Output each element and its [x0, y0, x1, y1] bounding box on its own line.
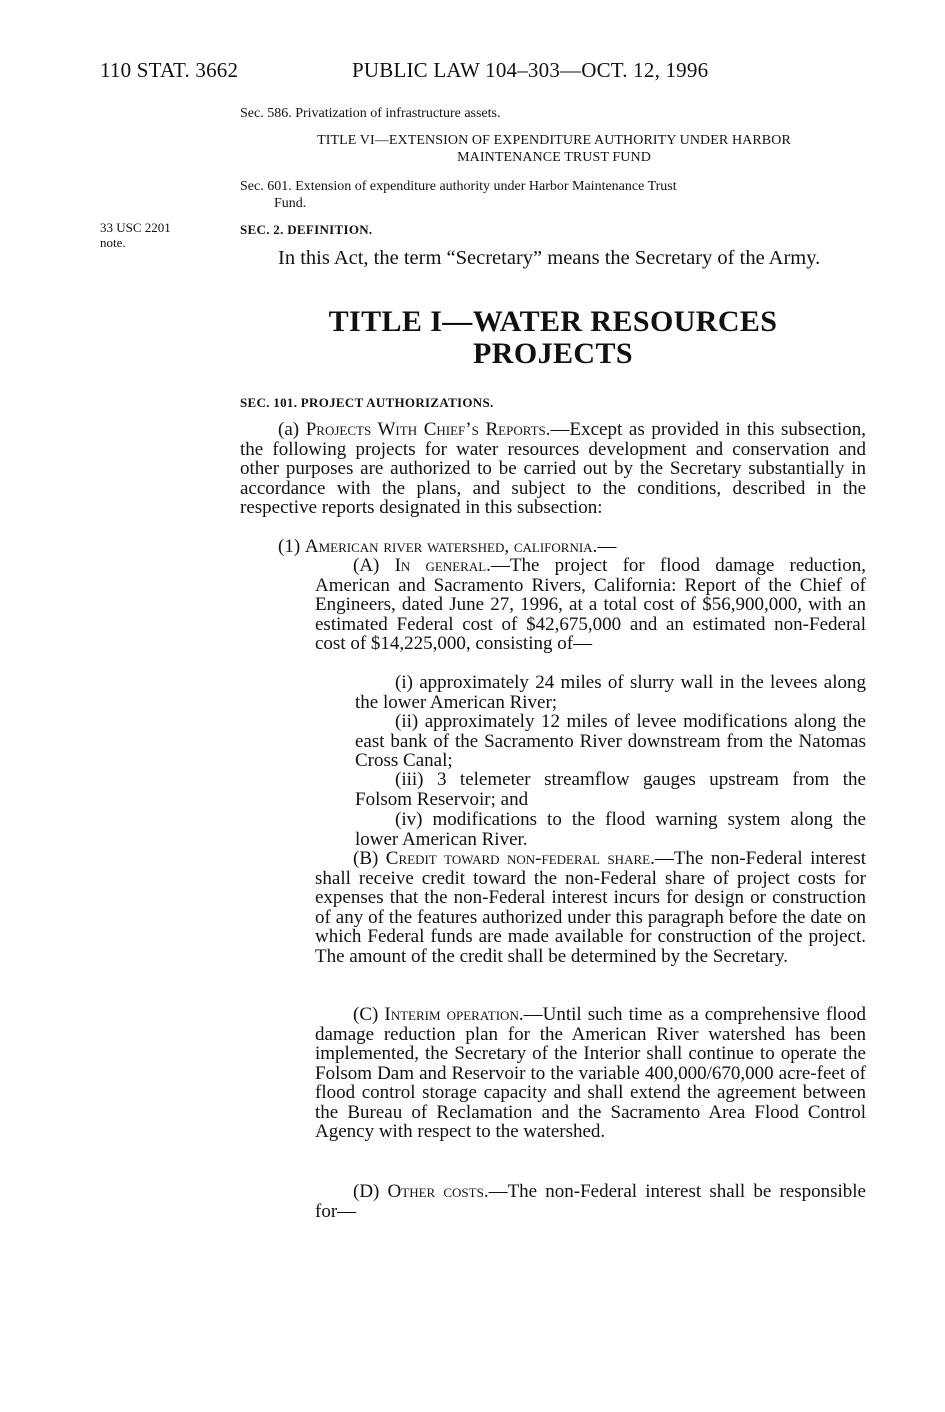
subparagraph-D	[315, 1182, 866, 1221]
subparagraph-B-label: (B)	[353, 848, 386, 869]
toc-title-vi-line1: TITLE VI—EXTENSION OF EXPENDITURE AUTHORITY UNDER HARBOR	[317, 133, 791, 148]
toc-sec601-line2: Fund.	[274, 196, 307, 211]
public-law-citation: PUBLIC LAW 104–303—OCT. 12, 1996	[352, 58, 709, 82]
subparagraph-B-text: .—The non-Federal interest shall receive credit toward the non-Federal share of project costs for expenses that the non-Federal interest incurs for design or construction of any of the features authorized under this paragraph before the date on which Federal funds are made available for construction of the project. The amount of the credit shall be determined by the Secretary.	[315, 848, 866, 967]
subparagraph-A-label: (A)	[353, 555, 395, 576]
margin-note-line1: 33 USC 2201	[100, 220, 171, 235]
subparagraph-A-caption: In general	[394, 555, 487, 576]
section-101-heading: SEC. 101. PROJECT AUTHORIZATIONS.	[240, 395, 494, 410]
clause-iii: (iii) 3 telemeter streamflow gauges upstream from the Folsom Reservoir; and	[355, 769, 866, 810]
paragraph-1	[278, 537, 866, 557]
subparagraph-A-text: .—The project for flood damage reduction, American and Sacramento Rivers, California: Report of the Chief of Engineers, dated June 27, 1996, at a total cost of $56,900,000, with an estimated Federal cost of $42,675,000 and an estimated non-Federal cost of $14,225,000, consisting of—	[315, 555, 866, 654]
subsection-a-label: (a)	[278, 419, 306, 440]
section-2-text: In this Act, the term “Secretary” means the Secretary of the Army.	[278, 247, 821, 269]
subsection-a	[240, 420, 866, 518]
section-2-heading: SEC. 2. DEFINITION.	[240, 222, 373, 237]
subparagraph-A	[315, 556, 866, 654]
subparagraph-B	[315, 849, 866, 966]
subparagraph-B-caption: Credit toward non-federal share	[385, 848, 651, 869]
subparagraph-C	[315, 1005, 866, 1142]
paragraph-1-caption: American river watershed, california	[304, 536, 593, 557]
toc-title-vi	[240, 132, 868, 166]
subparagraph-C-caption: Interim operation	[384, 1004, 519, 1025]
margin-note	[100, 220, 210, 250]
paragraph-1-text: .—	[592, 536, 617, 557]
toc-entry-sec586: Sec. 586. Privatization of infrastructure assets.	[240, 106, 501, 121]
paragraph-1-label: (1)	[278, 536, 305, 557]
subparagraph-C-label: (C)	[353, 1004, 385, 1025]
subparagraph-D-caption: Other costs	[387, 1181, 484, 1202]
subsection-a-caption: Projects With Chief’s Reports	[305, 419, 546, 440]
toc-sec601-line1: Sec. 601. Extension of expenditure authority under Harbor Maintenance Trust	[240, 179, 677, 194]
subparagraph-D-label: (D)	[353, 1181, 388, 1202]
stat-citation: 110 STAT. 3662	[100, 58, 239, 82]
title-i-line2: PROJECTS	[473, 337, 633, 370]
subsection-a-text: .—Except as provided in this subsection, the following projects for water resources development and conservation and other purposes are authorized to be carried out by the Secretary substantially in accordance with the plans, and subject to the conditions, described in the respective reports designated in this subsection:	[240, 419, 866, 518]
toc-title-vi-line2: MAINTENANCE TRUST FUND	[457, 150, 651, 165]
subparagraph-C-text: .—Until such time as a comprehensive flood damage reduction plan for the American River watershed has been implemented, the Secretary of the Interior shall continue to operate the Folsom Dam and Reservoir to the variable 400,000/670,000 acre-feet of flood control storage capacity and shall extend the agreement between the Bureau of Reclamation and the Sacramento Area Flood Control Agency with respect to the watershed.	[315, 1004, 866, 1142]
subparagraph-D-text: .—The non-Federal interest shall be responsible for—	[315, 1181, 866, 1222]
title-i-line1: TITLE I—WATER RESOURCES	[328, 305, 778, 338]
clause-i: (i) approximately 24 miles of slurry wall in the levees along the lower American River;	[355, 672, 866, 713]
clause-ii: (ii) approximately 12 miles of levee modifications along the east bank of the Sacramento River downstream from the Natomas Cross Canal;	[355, 711, 866, 771]
toc-entry-sec601	[240, 178, 868, 212]
margin-note-line2: note.	[100, 235, 126, 250]
clause-iv: (iv) modifications to the flood warning system along the lower American River.	[355, 809, 866, 850]
title-i-heading	[240, 306, 866, 370]
